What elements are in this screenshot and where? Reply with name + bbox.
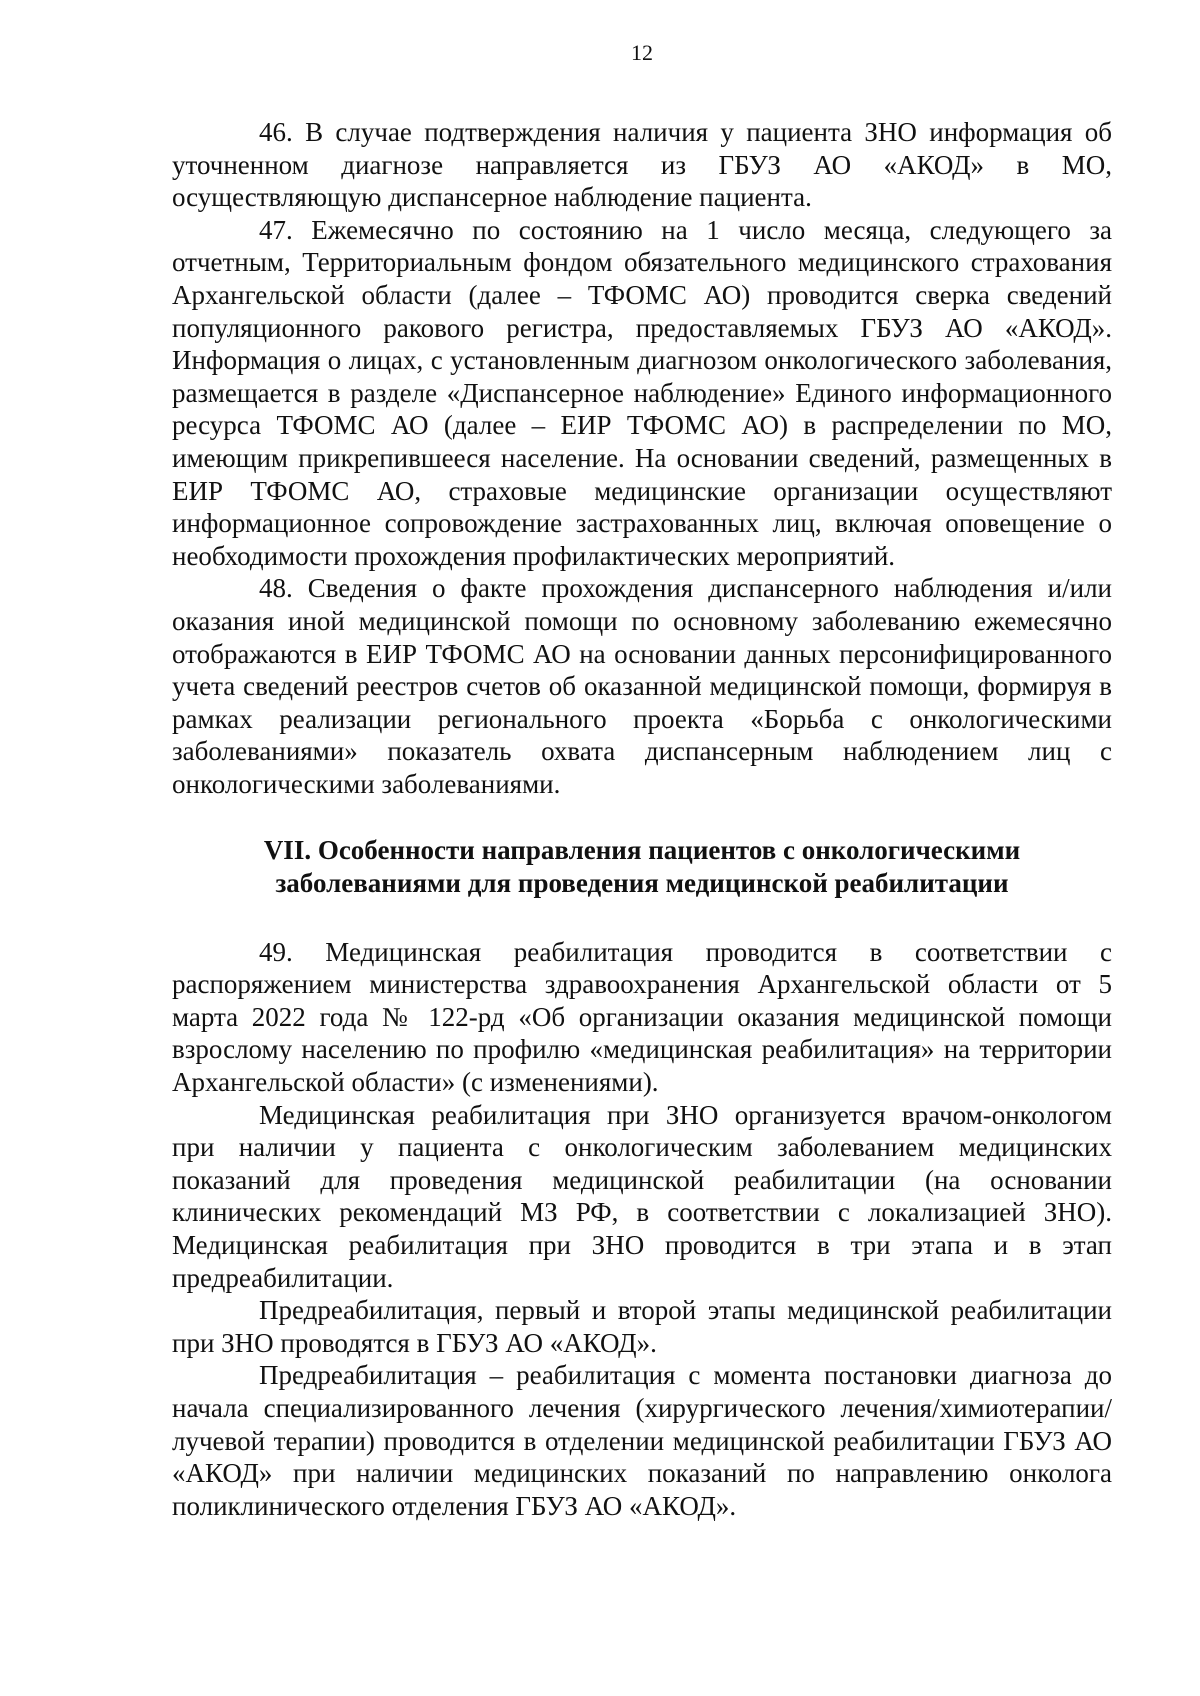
section-heading [172, 834, 1112, 899]
section-heading-line-1: VII. Особенности направления пациентов с онкологическими [263, 835, 1021, 866]
document-page [172, 0, 1112, 1696]
document-body [172, 116, 1112, 1522]
paragraph-46: 46. В случае подтверждения наличия у пациента ЗНО информация об уточненном диагнозе направляется из ГБУЗ АО «АКОД» в МО, осуществляющую диспансерное наблюдение пациента. [172, 117, 1112, 213]
page-number: 12 [631, 40, 653, 65]
section-heading-line-2: заболеваниями для проведения медицинской реабилитации [275, 868, 1009, 899]
paragraph-rehab-organization: Медицинская реабилитация при ЗНО организуется врачом-онкологом при наличии у пациента с онкологическим заболеванием медицинских показаний для проведения медицинской реабилитации (на основании клинических рекомендаций МЗ РФ, в соответствии с локализацией ЗНО). Медицинская реабилитация при ЗНО проводится в три этапа и в этап предреабилитации. [172, 1099, 1112, 1293]
paragraph-prerehabilitation: Предреабилитация – реабилитация с момента постановки диагноза до начала специализированного лечения (хирургического лечения/химиотерапии/лучевой терапии) проводится в отделении медицинской реабилитации ГБУЗ АО «АКОД» при наличии медицинских показаний по направлению онколога поликлинического отделения ГБУЗ АО «АКОД». [172, 1360, 1112, 1521]
paragraph-rehab-stages: Предреабилитация, первый и второй этапы медицинской реабилитации при ЗНО проводятся в ГБУЗ АО «АКОД». [172, 1295, 1112, 1358]
paragraph-49: 49. Медицинская реабилитация проводится в соответствии с распоряжением министерства здравоохранения Архангельской области от 5 марта 2022 года № 122-рд «Об организации оказания медицинской помощи взрослому населению по профилю «медицинская реабилитация» на территории Архангельской области» (с изменениями). [172, 936, 1112, 1098]
paragraph-47: 47. Ежемесячно по состоянию на 1 число месяца, следующего за отчетным, Территориальным фондом обязательного медицинского страхования Архангельской области (далее – ТФОМС АО) проводится сверка сведений популяционного ракового регистра, предоставляемых ГБУЗ АО «АКОД». Информация о лицах, с установленным диагнозом онкологического заболевания, размещается в разделе «Диспансерное наблюдение» Единого информационного ресурса ТФОМС АО (далее – ЕИР ТФОМС АО) в распределении по МО, имеющим прикрепившееся население. На основании сведений, размещенных в ЕИР ТФОМС АО, страховые медицинские организации осуществляют информационное сопровождение застрахованных лиц, включая оповещение о необходимости прохождения профилактических мероприятий. [172, 214, 1112, 571]
paragraph-48: 48. Сведения о факте прохождения диспансерного наблюдения и/или оказания иной медицинской помощи по основному заболеванию ежемесячно отображаются в ЕИР ТФОМС АО на основании данных персонифицированного учета сведений реестров счетов об оказанной медицинской помощи, формируя в рамках реализации регионального проекта «Борьба с онкологическими заболеваниями» показатель охвата диспансерным наблюдением лиц с онкологическими заболеваниями. [172, 573, 1112, 799]
